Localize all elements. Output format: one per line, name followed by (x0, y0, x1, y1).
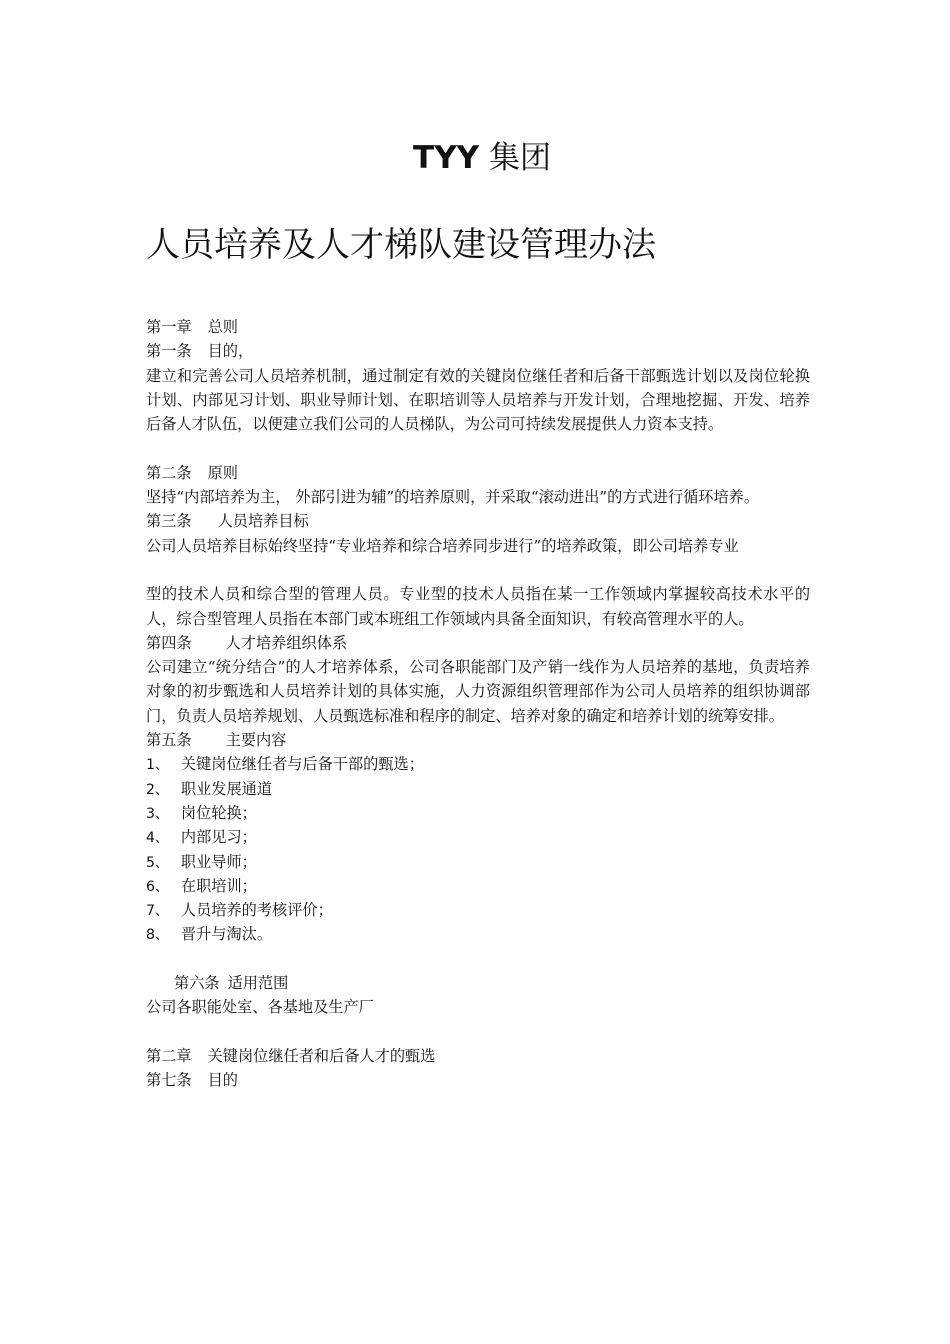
list-item (146, 752, 810, 776)
list-item-text: 内部见习； (180, 828, 257, 847)
list-item (146, 898, 810, 922)
article-number: 第七条 (146, 1071, 192, 1090)
article-title: 原则 (207, 463, 238, 482)
article-heading (146, 461, 810, 485)
article-number: 第一条 (146, 342, 192, 361)
company-name-cn: 集团 (488, 140, 551, 176)
list-item-number: 6、 (146, 878, 169, 895)
chapter-title: 总则 (207, 318, 238, 336)
list-item-number: 1、 (146, 757, 169, 774)
list-item (146, 801, 810, 825)
article-paragraph: 公司建立“统分结合”的人才培养体系，公司各职能部门及产销一线作为人员培养的基地，负责培养对象的初步甄选和人员培养计划的具体实施，人力资源组织管理部作为公司人员培养的组织协调部门，负责人员培养规划、人员甄选标准和程序的制定、培养对象的确定和培养计划的统筹安排。 (146, 658, 810, 725)
article-number: 第三条 (146, 512, 192, 531)
article-heading (146, 509, 810, 533)
article-heading (146, 339, 810, 363)
document-body (146, 315, 810, 1093)
article-title: 人员培养目标 (217, 512, 309, 531)
list-item-number: 2、 (146, 781, 169, 798)
article-paragraph: 型的技术人员和综合型的管理人员。专业型的技术人员指在某一工作领域内掌握较高技术水平的人，综合型管理人员指在本部门或本班组工作领域内具备全面知识，有较高管理水平的人。 (146, 585, 810, 628)
article-heading (146, 1068, 810, 1092)
article-paragraph: 坚持“内部培养为主， 外部引进为辅”的培养原则，并采取“滚动进出”的方式进行循环培养。 (146, 488, 760, 507)
chapter-heading (146, 315, 810, 339)
article-title: 人才培养组织体系 (225, 633, 348, 652)
article-title: 目的， (207, 342, 254, 361)
list-item-number: 3、 (146, 805, 169, 822)
list-item-text: 职业导师； (180, 852, 257, 871)
article-paragraph: 公司人员培养目标始终坚持“专业培养和综合培养同步进行”的培养政策，即公司培养专业 (146, 536, 739, 555)
list-item (146, 777, 810, 801)
list-item-number: 5、 (146, 854, 169, 871)
article-heading (146, 971, 810, 995)
chapter-title: 关键岗位继任者和后备人才的甄选 (207, 1046, 436, 1065)
chapter-heading (146, 1044, 810, 1068)
company-name-latin: TYY (413, 140, 480, 176)
list-item-text: 在职培训； (180, 876, 257, 895)
list-item-text: 岗位轮换； (180, 803, 257, 822)
article-number: 第二条 (146, 463, 192, 482)
list-item (146, 825, 810, 849)
company-title (0, 138, 950, 178)
article-title: 主要内容 (225, 731, 287, 750)
article-paragraph: 建立和完善公司人员培养机制，通过制定有效的关键岗位继任者和后备干部甄选计划以及岗位轮换计划、内部见习计划、职业导师计划、在职培训等人员培养与开发计划，合理地挖掘、开发、培养后备人才队伍，以便建立我们公司的人员梯队，为公司可持续发展提供人力资本支持。 (146, 366, 810, 434)
chapter-number: 第一章 (146, 318, 192, 336)
article-heading (146, 631, 810, 655)
article-title: 适用范围 (227, 974, 289, 993)
list-item (146, 922, 810, 946)
article-number: 第四条 (146, 633, 192, 652)
list-item (146, 874, 810, 898)
document-title: 人员培养及人才梯队建设管理办法 (146, 225, 656, 265)
list-item-number: 4、 (146, 830, 169, 847)
list-item-text: 晋升与淘汰。 (180, 925, 273, 944)
list-item-number: 7、 (146, 903, 169, 920)
list-item-text: 职业发展通道 (180, 779, 273, 798)
article-number: 第六条 (174, 974, 220, 993)
article-title: 目的 (207, 1071, 238, 1090)
list-item-number: 8、 (146, 927, 169, 944)
list-item-text: 关键岗位继任者与后备干部的甄选； (180, 755, 424, 774)
article-number: 第五条 (146, 731, 192, 750)
list-item-text: 人员培养的考核评价； (180, 901, 333, 920)
chapter-number: 第二章 (146, 1046, 192, 1065)
article-paragraph: 公司各职能处室、各基地及生产厂 (146, 998, 374, 1017)
article-heading (146, 728, 810, 752)
list-item (146, 850, 810, 874)
